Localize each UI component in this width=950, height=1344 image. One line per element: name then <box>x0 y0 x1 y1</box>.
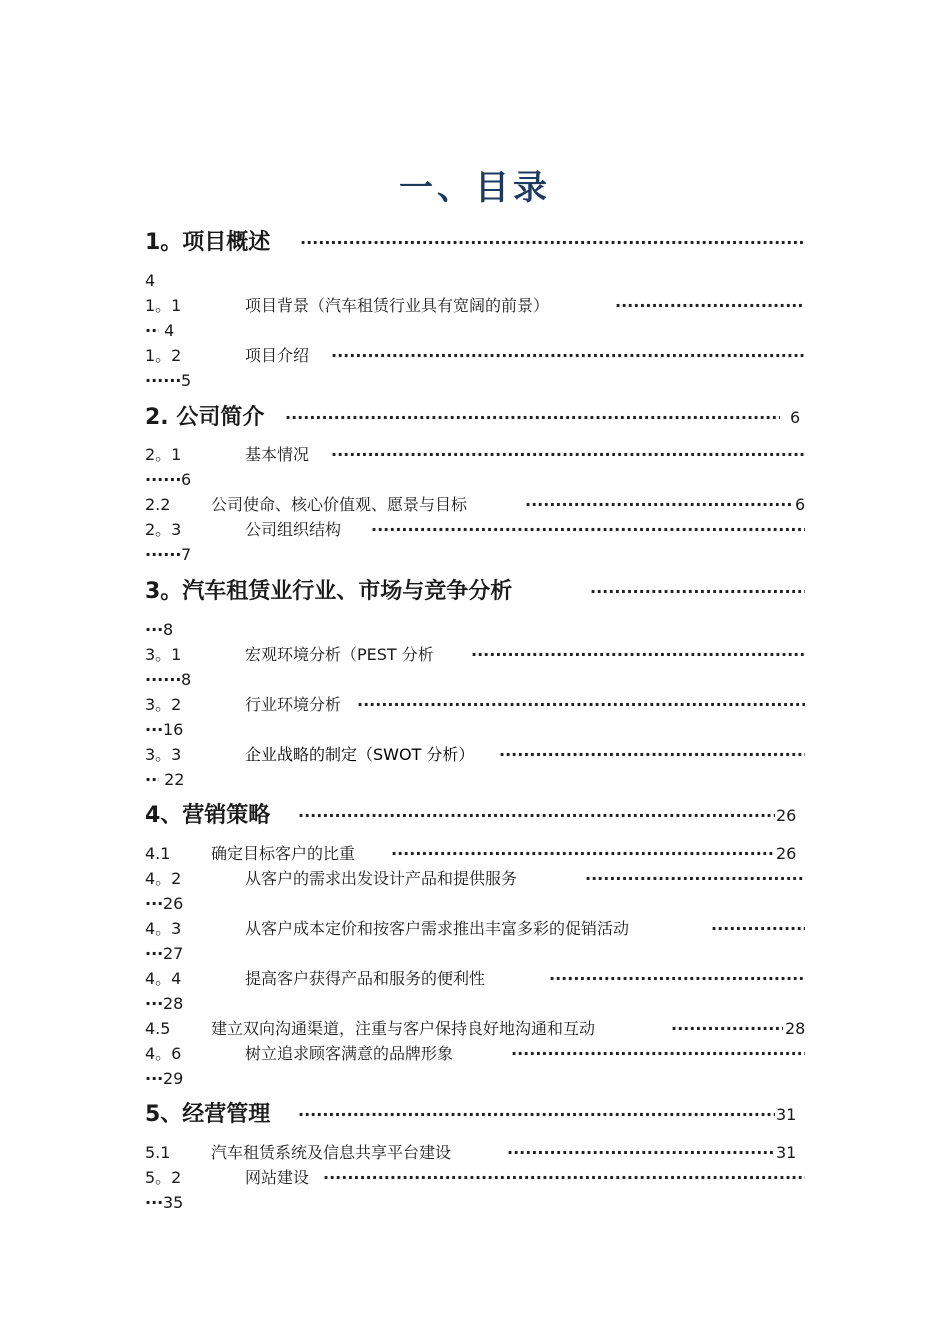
toc-item-4-3[interactable] <box>145 916 805 941</box>
toc-page-number: ·····5 <box>145 368 191 393</box>
toc-page-number: 26 <box>776 844 797 863</box>
toc-page-number: ····· 22 <box>145 767 184 792</box>
leader-dots <box>525 492 793 517</box>
leader-dots <box>371 517 805 542</box>
toc-item-number: 2。3 <box>145 520 182 539</box>
toc-page-number: ·····26 <box>145 891 183 916</box>
toc-item-title: 公司使命、核心价值观、愿景与目标 <box>211 495 468 514</box>
toc-item-number: 1。1 <box>145 296 182 315</box>
toc-page-number: ·····8 <box>145 667 191 692</box>
leader-dots <box>549 966 805 991</box>
toc-item-number: 5。2 <box>145 1168 182 1187</box>
toc-page-number: 31 <box>776 1105 797 1124</box>
toc-item-title: 提高客户获得产品和服务的便利性 <box>245 969 486 988</box>
toc-page-number: ·····7 <box>145 542 191 567</box>
toc-page-number: ·····27 <box>145 941 183 966</box>
toc-page-number: ·····16 <box>145 717 183 742</box>
toc-heading-2[interactable] <box>145 402 805 434</box>
toc-page-number: 6 <box>790 408 801 427</box>
toc-heading-label: 4、营销策略 <box>145 803 271 828</box>
leader-dots <box>391 841 775 866</box>
leader-dots <box>585 866 805 891</box>
toc-heading-4[interactable] <box>145 800 805 832</box>
leader-dots <box>331 343 805 368</box>
toc-item-title: 行业环境分析 <box>245 695 342 714</box>
toc-item-number: 4。4 <box>145 969 182 988</box>
leader-dots <box>298 1099 775 1131</box>
leader-dots <box>285 402 780 434</box>
toc-item-number: 1。2 <box>145 346 182 365</box>
toc-item-number: 3。1 <box>145 645 182 664</box>
toc-item-4-1[interactable] <box>145 841 805 866</box>
toc-item-title: 项目介绍 <box>245 346 310 365</box>
leader-dots <box>511 1041 805 1066</box>
toc-item-number: 4。2 <box>145 869 182 888</box>
toc-heading-label: 2. 公司简介 <box>145 405 265 430</box>
toc-item-number: 4.5 <box>145 1019 171 1038</box>
leader-dots <box>507 1140 775 1165</box>
toc-item-title: 从客户的需求出发设计产品和提供服务 <box>245 869 518 888</box>
toc-item-4-2[interactable] <box>145 866 805 891</box>
toc-item-2-1[interactable] <box>145 442 805 467</box>
toc-page-number: 26 <box>776 806 797 825</box>
toc-item-3-2[interactable] <box>145 692 805 717</box>
leader-dots <box>357 692 805 717</box>
page-title: 一、目录 <box>399 168 551 208</box>
toc-item-title: 企业战略的制定（SWOT 分析） <box>245 745 475 764</box>
toc-item-2-3[interactable] <box>145 517 805 542</box>
toc-page-number: 31 <box>776 1143 797 1162</box>
toc-item-title: 公司组织结构 <box>245 520 342 539</box>
toc-heading-5[interactable] <box>145 1099 805 1131</box>
leader-dots <box>499 742 805 767</box>
toc-page-number: ·····28 <box>145 991 183 1016</box>
toc-item-4-4[interactable] <box>145 966 805 991</box>
toc-item-title: 项目背景（汽车租赁行业具有宽阔的前景） <box>245 296 550 315</box>
toc-item-number: 2。1 <box>145 445 182 464</box>
toc-item-3-3[interactable] <box>145 742 805 767</box>
leader-dots <box>590 576 805 608</box>
toc-item-2-2[interactable] <box>145 492 805 517</box>
toc-item-number: 2.2 <box>145 495 171 514</box>
toc-item-5-2[interactable] <box>145 1165 805 1190</box>
leader-dots <box>331 442 805 467</box>
toc-item-1-2[interactable] <box>145 343 805 368</box>
toc-heading-label: 5、经营管理 <box>145 1102 271 1127</box>
toc-item-3-1[interactable] <box>145 642 805 667</box>
toc-item-number: 4。6 <box>145 1044 182 1063</box>
toc-page-number: ·····8 <box>145 617 173 642</box>
toc-item-number: 3。2 <box>145 695 182 714</box>
toc-item-title: 从客户成本定价和按客户需求推出丰富多彩的促销活动 <box>245 919 630 938</box>
toc-page-number: ·····29 <box>145 1066 183 1091</box>
leader-dots <box>323 1165 805 1190</box>
toc-item-number: 4.1 <box>145 844 171 863</box>
toc-item-title: 网站建设 <box>245 1168 310 1187</box>
leader-dots <box>711 916 805 941</box>
toc-item-4-6[interactable] <box>145 1041 805 1066</box>
leader-dots <box>298 800 775 832</box>
toc-item-1-1[interactable] <box>145 293 805 318</box>
toc-item-number: 3。3 <box>145 745 182 764</box>
toc-item-title: 宏观环境分析（PEST 分析 <box>245 645 434 664</box>
toc-item-4-5[interactable] <box>145 1016 805 1041</box>
toc-heading-label: 3。汽车租赁业行业、市场与竞争分析 <box>145 579 513 604</box>
toc-page-number: ·····35 <box>145 1190 183 1215</box>
toc-item-title: 确定目标客户的比重 <box>211 844 356 863</box>
toc-item-title: 基本情况 <box>245 445 310 464</box>
leader-dots <box>615 293 805 318</box>
toc-heading-1[interactable] <box>145 227 805 259</box>
leader-dots <box>300 227 805 259</box>
toc-heading-3[interactable] <box>145 576 805 608</box>
toc-page-number: ····· 4 <box>145 318 174 343</box>
toc-page-number: 28 <box>785 1019 805 1038</box>
toc-item-number: 5.1 <box>145 1143 171 1162</box>
toc-item-title: 树立追求顾客满意的品牌形象 <box>245 1044 454 1063</box>
leader-dots <box>671 1016 783 1041</box>
toc-item-title: 汽车租赁系统及信息共享平台建设 <box>211 1143 452 1162</box>
toc-heading-label: 1。项目概述 <box>145 230 271 255</box>
toc-page-number: ·····6 <box>145 467 191 492</box>
toc-page-number: 6 <box>795 495 805 514</box>
toc-page-number: 4 <box>145 271 156 290</box>
toc-item-title: 建立双向沟通渠道，注重与客户保持良好地沟通和互动 <box>211 1019 596 1038</box>
leader-dots <box>471 642 805 667</box>
toc-item-5-1[interactable] <box>145 1140 805 1165</box>
toc-item-number: 4。3 <box>145 919 182 938</box>
